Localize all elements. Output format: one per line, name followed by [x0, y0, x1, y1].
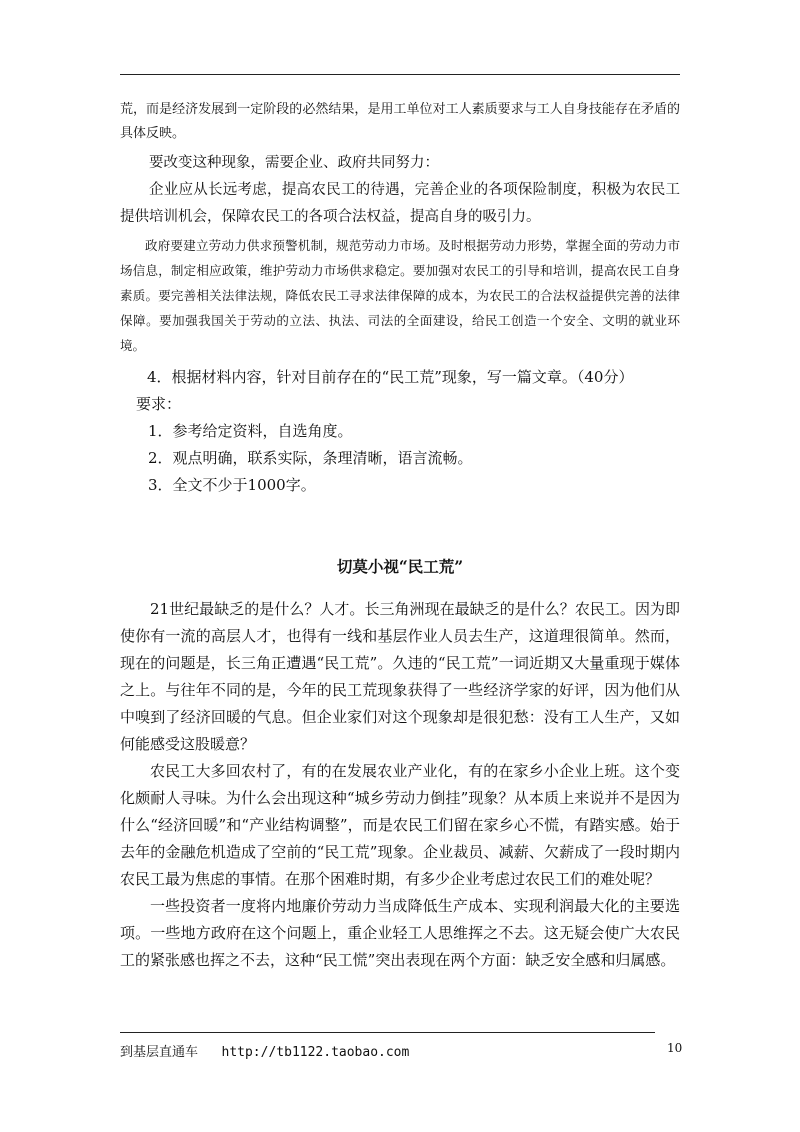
question-prompt: 4．根据材料内容，针对目前存在的“民工荒”现象，写一篇文章。（40分） [147, 368, 634, 386]
paragraph-continuation: 荒，而是经济发展到一定阶段的必然结果，是用工单位对工人素质要求与工人自身技能存在矛盾的具体反映。 [120, 102, 680, 141]
essay-title: 切莫小视“民工荒” [336, 557, 464, 576]
question-section [120, 364, 680, 499]
requirement-2: 2．观点明确，联系实际，条理清晰，语言流畅。 [148, 449, 473, 467]
requirement-1: 1．参考给定资料，自选角度。 [148, 422, 353, 440]
header-rule [120, 74, 680, 75]
footer-rule [120, 1032, 655, 1033]
page-number: 10 [667, 1041, 683, 1055]
footer-url-link[interactable]: http://tb1122.taobao.com [221, 1045, 410, 1060]
requirements-label: 要求： [136, 395, 182, 413]
requirement-3: 3．全文不少于1000字。 [148, 476, 316, 494]
essay-paragraph-2: 农民工大多回农村了，有的在发展农业产业化，有的在家乡小企业上班。这个变化颇耐人寻味。为什么会出现这种“城乡劳动力倒挂”现象？从本质上来说并不是因为什么“经济回暖”和“产业结构调整”，而是农民工们留在家乡心不慌，有踏实感。始于去年的金融危机造成了空前的“民工荒”现象。企业裁员、减薪、欠薪成了一段时期内农民工最为焦虑的事情。在那个困难时期，有多少企业考虑过农民工们的难处呢？ [120, 762, 680, 888]
footer-brand-name: 到基层直通车 [120, 1045, 199, 1060]
essay-paragraph-3: 一些投资者一度将内地廉价劳动力当成降低生产成本、实现利润最大化的主要选项。一些地方政府在这个问题上，重企业轻工人思维挥之不去。这无疑会使广大农民工的紧张感也挥之不去，这种“民工慌”突出表现在两个方面：缺乏安全感和归属感。 [120, 897, 680, 969]
essay-paragraph-1: 21世纪最缺乏的是什么？人才。长三角洲现在最缺乏的是什么？农民工。因为即使你有一流的高层人才，也得有一线和基层作业人员去生产，这道理很简单。然而，现在的问题是，长三角正遭遇“民工荒”。久违的“民工荒”一词近期又大量重现于媒体之上。与往年不同的是，今年的民工荒现象获得了一些经济学家的好评，因为他们从中嗅到了经济回暖的气息。但企业家们对这个现象却是很犯愁：没有工人生产，又如何能感受这股暖意？ [120, 600, 680, 753]
essay-body [120, 596, 680, 974]
footer-brand [120, 1041, 409, 1060]
top-section [120, 98, 680, 358]
paragraph-government: 政府要建立劳动力供求预警机制，规范劳动力市场。及时根据劳动力形势，掌握全面的劳动力市场信息，制定相应政策，维护劳动力市场供求稳定。要加强对农民工的引导和培训，提高农民工自身素质。要完善相关法律法规，降低农民工寻求法律保障的成本，为农民工的合法权益提供完善的法律保障。要加强我国关于劳动的立法、执法、司法的全面建设，给民工创造一个安全、文明的就业环境。 [120, 238, 680, 353]
paragraph-enterprise: 企业应从长远考虑，提高农民工的待遇，完善企业的各项保险制度，积极为农民工提供培训机会，保障农民工的各项合法权益，提高自身的吸引力。 [120, 182, 680, 225]
paragraph-intro: 要改变这种现象，需要企业、政府共同努力： [149, 155, 439, 171]
